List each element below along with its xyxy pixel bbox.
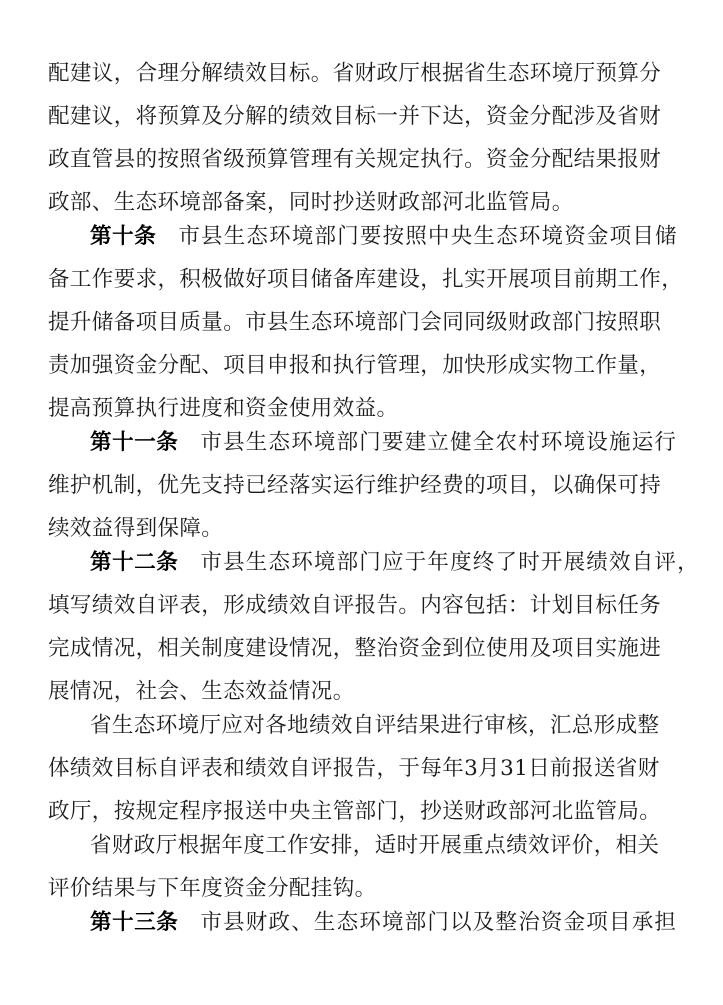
text-line: 政直管县的按照省级预算管理有关规定执行。资金分配结果报财 xyxy=(48,147,662,172)
article-heading-line xyxy=(90,905,723,941)
article-text: 市县生态环境部门要按照中央生态环境资金项目储 xyxy=(178,224,678,249)
article-text: 市县财政、生态环境部门以及整治资金项目承担 xyxy=(200,910,678,935)
article-title: 第十一条 xyxy=(90,430,179,455)
article-title: 第十三条 xyxy=(90,910,179,935)
article-text: 市县生态环境部门要建立健全农村环境设施运行 xyxy=(200,430,678,455)
text-line: 提高预算执行进度和资金使用效益。 xyxy=(48,396,399,421)
text-line: 维护机制，优先支持已经落实运行维护经费的项目，以确保可持 xyxy=(48,473,662,498)
text-line: 体绩效目标自评表和绩效自评报告，于每年3月31日前报送省财 xyxy=(48,756,660,781)
article-text: 市县生态环境部门应于年度终了时开展绩效自评， xyxy=(200,550,700,575)
text-line: 提升储备项目质量。市县生态环境部门会同同级财政部门按照职 xyxy=(48,310,662,335)
article-title: 第十条 xyxy=(90,224,157,249)
text-line: 备工作要求，积极做好项目储备库建设，扎实开展项目前期工作， xyxy=(48,267,684,292)
text-line: 政厅，按规定程序报送中央主管部门，抄送财政部河北监管局。 xyxy=(48,799,662,824)
article-heading-line xyxy=(90,219,723,255)
paragraph-line: 省生态环境厅应对各地绩效自评结果进行审核，汇总形成整 xyxy=(90,713,660,738)
article-title: 第十二条 xyxy=(90,550,179,575)
article-heading-line xyxy=(90,425,723,461)
text-line: 完成情况，相关制度建设情况，整治资金到位使用及项目实施进 xyxy=(48,636,662,661)
text-line: 填写绩效自评表，形成绩效自评报告。内容包括：计划目标任务 xyxy=(48,593,662,618)
text-line: 展情况，社会、生态效益情况。 xyxy=(48,679,355,704)
article-heading-line xyxy=(90,545,723,581)
paragraph-line: 省财政厅根据年度工作安排，适时开展重点绩效评价，相关 xyxy=(90,833,660,858)
text-line: 续效益得到保障。 xyxy=(48,516,224,541)
text-line: 政部、生态环境部备案，同时抄送财政部河北监管局。 xyxy=(48,190,574,215)
text-line: 配建议，合理分解绩效目标。省财政厅根据省生态环境厅预算分 xyxy=(48,61,662,86)
text-line: 评价结果与下年度资金分配挂钩。 xyxy=(48,876,377,901)
text-line: 配建议，将预算及分解的绩效目标一并下达，资金分配涉及省财 xyxy=(48,104,662,129)
text-line: 责加强资金分配、项目申报和执行管理，加快形成实物工作量， xyxy=(48,353,662,378)
